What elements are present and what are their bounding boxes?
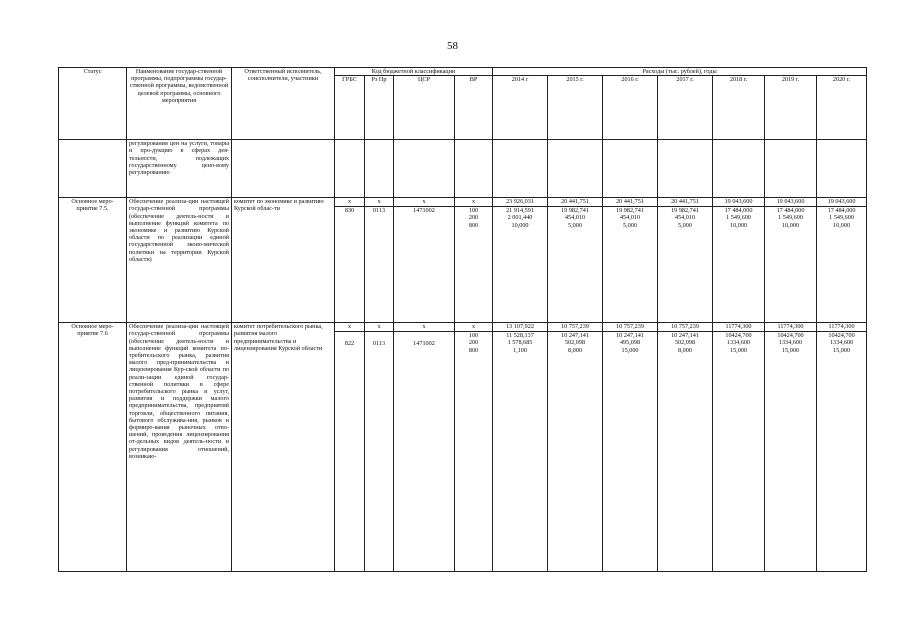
header-year: 2018 г.	[713, 76, 765, 140]
csr-cell: х	[394, 323, 455, 332]
header-year: 2015 г.	[548, 76, 603, 140]
activity-total-row	[59, 323, 867, 332]
header-year: 2020 г.	[817, 76, 867, 140]
total-cell: 10 757,239	[603, 323, 658, 332]
rzpr-cell: х	[365, 198, 394, 207]
total-cell: 13 107,922	[493, 323, 548, 332]
rzpr-cell: 0113	[365, 207, 394, 323]
csr-cell: х	[394, 198, 455, 207]
vr-cell: х	[455, 323, 493, 332]
header-year: 2016 г.	[603, 76, 658, 140]
header-csr: ЦСР	[394, 76, 455, 140]
total-cell: 20 441,751	[658, 198, 713, 207]
rzpr-cell: 0113	[365, 332, 394, 572]
amount-cell: 17 484,000 1 549,600 10,000	[713, 207, 765, 323]
header-rzpr: Рз Пр	[365, 76, 394, 140]
vr-cell: х	[455, 198, 493, 207]
header-vr: ВР	[455, 76, 493, 140]
vr-cell: 100 200 800	[455, 332, 493, 572]
grbs-cell: х	[335, 198, 365, 207]
header-expenses-group: Расходы (тыс. рублей), годы	[493, 68, 867, 76]
total-cell: 11774,300	[765, 323, 817, 332]
total-cell: 10 757,239	[658, 323, 713, 332]
amount-cell: 19 982,741 454,010 5,000	[658, 207, 713, 323]
header-year: 2014 г	[493, 76, 548, 140]
continuation-row	[59, 140, 867, 198]
amount-cell: 11 528,137 1 578,685 1,100	[493, 332, 548, 572]
csr-cell: 1471002	[394, 332, 455, 572]
page-number: 58	[447, 40, 458, 52]
amount-cell: 19 982,741 454,010 5,000	[603, 207, 658, 323]
continuation-name: регулирования цен на услуги, товары и про-дукцию в сферах дея-тельности, подлежащих государственному цено-вому регулированию	[127, 140, 232, 198]
rzpr-cell: х	[365, 323, 394, 332]
total-cell: 23 926,031	[493, 198, 548, 207]
activity-responsible: комитет потребительского рынка, развития малого предпринимательства и лицензирования Курской области	[232, 323, 335, 572]
activity-total-row	[59, 198, 867, 207]
total-cell: 20 441,751	[603, 198, 658, 207]
total-cell: 10 757,239	[548, 323, 603, 332]
amount-cell: 10424,700 1334,600 15,000	[765, 332, 817, 572]
header-grbs: ГРБС	[335, 76, 365, 140]
total-cell: 19 043,600	[765, 198, 817, 207]
total-cell: 11774,300	[713, 323, 765, 332]
header-year: 2019 г.	[765, 76, 817, 140]
header-bk-group: Код бюджетной классификации	[335, 68, 493, 76]
header-name: Наименование государ-ственной программы, подпрограммы государ-ственной программы, ведомственной целевой программы, основного мероприятия	[127, 68, 232, 140]
amount-cell: 10424,700 1334,600 15,000	[713, 332, 765, 572]
grbs-cell: х	[335, 323, 365, 332]
vr-cell: 100 200 800	[455, 207, 493, 323]
total-cell: 19 043,600	[817, 198, 867, 207]
header-responsible: Ответственный исполнитель, соисполнители, участники	[232, 68, 335, 140]
amount-cell: 17 484,000 1 549,600 10,000	[817, 207, 867, 323]
csr-cell: 1471002	[394, 207, 455, 323]
amount-cell: 10 247,141 495,098 15,000	[603, 332, 658, 572]
amount-cell: 10 247,141 502,098 8,000	[548, 332, 603, 572]
budget-table	[58, 67, 867, 572]
activity-status: Основное меро-приятие 7.5.	[59, 198, 127, 323]
amount-cell: 19 982,741 454,010 5,000	[548, 207, 603, 323]
grbs-cell: 822	[335, 332, 365, 572]
total-cell: 19 043,600	[713, 198, 765, 207]
grbs-cell: 830	[335, 207, 365, 323]
amount-cell: 17 484,000 1 549,600 10,000	[765, 207, 817, 323]
header-status: Статус	[59, 68, 127, 140]
total-cell: 11774,300	[817, 323, 867, 332]
activity-name: Обеспечение реализа-ции настоящей государ-ственной программы (обеспечение деятель-ности и выполнение функций комитета по-требительского рынка, развития малого пред-принимательства и лицензирования Кур-ской области по реали-зации единой государ-ственной политики в сфере потребительского рынка и услуг, развития и поддержки малого предпринимательства, предприятий торговли, общественного питания, бытового обслужива-ния, рынков и формиро-вания рыночных отно-шений, проведения лицензирования от-дельных видов деятель-ности и регулирования отношений, возникаю-	[127, 323, 232, 572]
amount-cell: 10424,700 1334,600 15,000	[817, 332, 867, 572]
activity-responsible: комитет по экономике и развитию Курской облас-ти	[232, 198, 335, 323]
activity-name: Обеспечение реализа-ции настоящей государ-ственной программы (обеспечение деятель-ности и выполнение функций комитета по экономике и развитию Курской области по реализации единой государственной эконо-мической политики на территории Курской области)	[127, 198, 232, 323]
amount-cell: 21 914,591 2 001,440 10,000	[493, 207, 548, 323]
activity-status: Основное меро-приятие 7.6	[59, 323, 127, 572]
header-year: 2017 г.	[658, 76, 713, 140]
total-cell: 20 441,751	[548, 198, 603, 207]
amount-cell: 10 247,141 502,098 8,000	[658, 332, 713, 572]
